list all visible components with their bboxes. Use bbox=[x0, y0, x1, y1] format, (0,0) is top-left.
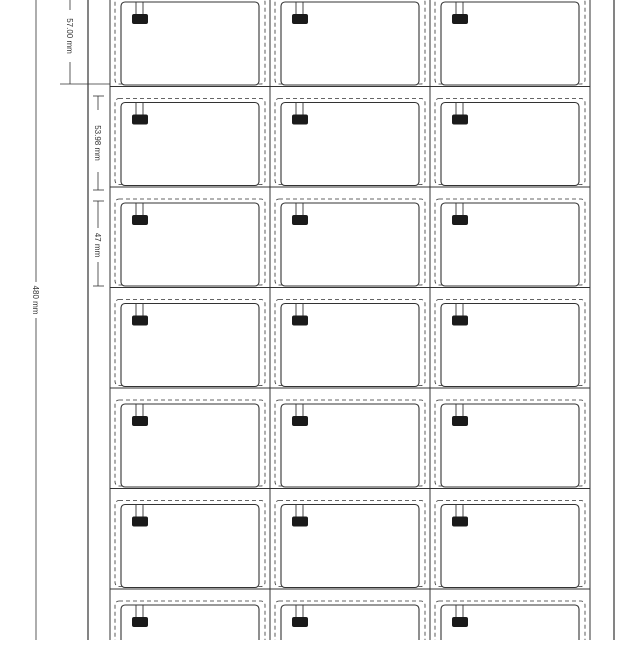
card-cell bbox=[435, 99, 585, 186]
rfid-chip-icon bbox=[452, 517, 468, 527]
card-cell bbox=[115, 99, 265, 186]
card-cell bbox=[115, 0, 265, 85]
rfid-chip-icon bbox=[452, 416, 468, 426]
rfid-chip-icon bbox=[292, 617, 308, 627]
card-cell bbox=[115, 601, 265, 640]
dimension-card-height bbox=[93, 96, 104, 190]
card-cell bbox=[115, 400, 265, 487]
rfid-chip-icon bbox=[292, 517, 308, 527]
card-cell bbox=[275, 0, 425, 85]
dimension-label-card-height: 53.98 mm bbox=[93, 125, 102, 161]
rfid-chip-icon bbox=[452, 14, 468, 24]
rfid-chip-icon bbox=[132, 316, 148, 326]
rfid-chip-icon bbox=[132, 617, 148, 627]
rfid-chip-icon bbox=[292, 416, 308, 426]
rfid-chip-icon bbox=[452, 215, 468, 225]
card-cell bbox=[435, 300, 585, 387]
card-cell bbox=[435, 400, 585, 487]
rfid-chip-icon bbox=[452, 316, 468, 326]
card-cell bbox=[275, 199, 425, 286]
rfid-chip-icon bbox=[452, 617, 468, 627]
card-cell bbox=[115, 199, 265, 286]
card-cell bbox=[435, 199, 585, 286]
dimension-top-pitch bbox=[60, 0, 110, 84]
card-cell bbox=[115, 501, 265, 588]
rfid-chip-icon bbox=[132, 215, 148, 225]
rfid-chip-icon bbox=[292, 215, 308, 225]
dimension-label-sheet-length: 480 mm bbox=[31, 285, 40, 315]
dimension-label-inlay-height: 47 mm bbox=[93, 232, 102, 258]
dimension-label-top-pitch: 57.00 mm bbox=[65, 18, 74, 54]
rfid-chip-icon bbox=[452, 115, 468, 125]
card-cell bbox=[275, 501, 425, 588]
rfid-chip-icon bbox=[292, 115, 308, 125]
card-cell bbox=[275, 601, 425, 640]
card-cell bbox=[435, 0, 585, 85]
card-cell bbox=[275, 400, 425, 487]
rfid-chip-icon bbox=[292, 316, 308, 326]
rfid-chip-icon bbox=[132, 115, 148, 125]
rfid-chip-icon bbox=[132, 416, 148, 426]
dimension-sheet-length bbox=[31, 0, 40, 640]
rfid-chip-icon bbox=[132, 14, 148, 24]
card-cell bbox=[275, 99, 425, 186]
dimension-inlay-height bbox=[93, 201, 104, 286]
card-grid bbox=[110, 0, 590, 640]
rfid-chip-icon bbox=[132, 517, 148, 527]
card-cell bbox=[435, 601, 585, 640]
rfid-chip-icon bbox=[292, 14, 308, 24]
card-cell bbox=[435, 501, 585, 588]
card-cell bbox=[275, 300, 425, 387]
card-cell bbox=[115, 300, 265, 387]
